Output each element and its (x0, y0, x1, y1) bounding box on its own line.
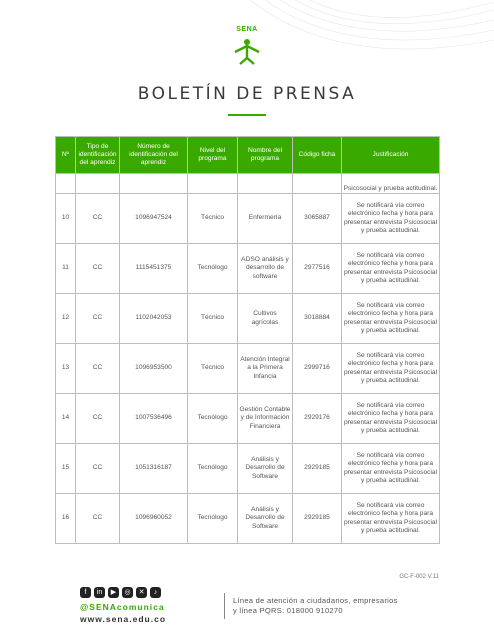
title-underline (228, 114, 266, 116)
program-level: Tecnólogo (188, 394, 238, 444)
id-number: 1102042053 (120, 294, 188, 344)
column-header: Tipo de identificación del aprendiz (76, 137, 120, 174)
justification-cell: Se notificará vía correo electrónico fecha y hora para presentar entrevista Psicosocial y prueba actitudinal. (342, 294, 440, 344)
table-row (56, 444, 440, 494)
row-number: 11 (56, 244, 76, 294)
x-icon[interactable]: ✕ (136, 587, 147, 598)
sena-logo (226, 26, 268, 70)
program-level: Tecnólogo (188, 494, 238, 544)
id-number: 1096953500 (120, 344, 188, 394)
id-type: CC (76, 494, 120, 544)
id-type: CC (76, 194, 120, 244)
row-number: 10 (56, 194, 76, 244)
instagram-icon[interactable]: ◎ (122, 587, 133, 598)
page-title: BOLETÍN DE PRENSA (137, 84, 357, 104)
table-row (56, 194, 440, 244)
id-type: CC (76, 244, 120, 294)
table-row (56, 244, 440, 294)
justification-cell: Se notificará vía correo electrónico fecha y hora para presentar entrevista Psicosocial y prueba actitudinal. (342, 444, 440, 494)
ficha-code: 2929176 (293, 394, 342, 444)
column-header: Nombre del programa (238, 137, 293, 174)
column-header: Nivel del programa (188, 137, 238, 174)
id-type: CC (76, 394, 120, 444)
program-level: Técnico (188, 194, 238, 244)
row-number: 14 (56, 394, 76, 444)
program-level: Tecnólogo (188, 244, 238, 294)
linkedin-icon[interactable]: in (94, 587, 105, 598)
justification-cell: Se notificará vía correo electrónico fecha y hora para presentar entrevista Psicosocial y prueba actitudinal. (342, 494, 440, 544)
tiktok-icon[interactable]: ♪ (150, 587, 161, 598)
ficha-code: 2929185 (293, 444, 342, 494)
ficha-code: 2929185 (293, 494, 342, 544)
program-name: Enfermería (238, 194, 293, 244)
footer-divider (224, 593, 225, 619)
program-name: ADSO análisis y desarrollo de software (238, 244, 293, 294)
ficha-code: 2999716 (293, 344, 342, 394)
table-header-row (56, 137, 440, 174)
id-number: 1007536496 (120, 394, 188, 444)
social-handle[interactable]: @SENAcomunica (80, 602, 165, 612)
row-number: 15 (56, 444, 76, 494)
attention-line-1: Línea de atención a ciudadanos, empresarios (233, 596, 398, 605)
id-number: 1115451375 (120, 244, 188, 294)
logo-text: SENA (236, 26, 258, 33)
program-name: Análisis y Desarrollo de Software (238, 494, 293, 544)
social-icons (80, 587, 161, 598)
column-header: Código ficha (293, 137, 342, 174)
program-name: Gestión Contable y de Información Financiera (238, 394, 293, 444)
ficha-code: 2977516 (293, 244, 342, 294)
column-header: Justificación (342, 137, 440, 174)
row-number: 12 (56, 294, 76, 344)
justification-cell: Se notificará vía correo electrónico fecha y hora para presentar entrevista Psicosocial y prueba actitudinal. (342, 244, 440, 294)
id-number: 1096960052 (120, 494, 188, 544)
attention-line-2: y línea PQRS: 018000 910270 (233, 606, 343, 615)
program-level: Técnico (188, 294, 238, 344)
applicants-table (55, 136, 440, 544)
ficha-code: 3018884 (293, 294, 342, 344)
id-type: CC (76, 294, 120, 344)
facebook-icon[interactable]: f (80, 587, 91, 598)
id-type: CC (76, 344, 120, 394)
table-row (56, 294, 440, 344)
program-level: Tecnólogo (188, 444, 238, 494)
program-name: Atención Integral a la Primera Infancia (238, 344, 293, 394)
document-code: GC-F-002 V.11 (399, 574, 439, 580)
youtube-icon[interactable]: ▶ (108, 587, 119, 598)
id-type: CC (76, 444, 120, 494)
row-number: 13 (56, 344, 76, 394)
program-name: Análisis y Desarrollo de Software (238, 444, 293, 494)
website-link[interactable]: www.sena.edu.co (80, 614, 167, 624)
table-row (56, 494, 440, 544)
id-number: 1096947524 (120, 194, 188, 244)
table-row-carryover (56, 174, 440, 194)
justification-cell: Se notificará vía correo electrónico fecha y hora para presentar entrevista Psicosocial y prueba actitudinal. (342, 194, 440, 244)
program-level: Técnico (188, 344, 238, 394)
table-row (56, 394, 440, 444)
program-name: Cultivos agrícolas (238, 294, 293, 344)
justification-cell: Se notificará vía correo electrónico fecha y hora para presentar entrevista Psicosocial y prueba actitudinal. (342, 394, 440, 444)
id-number: 1051316187 (120, 444, 188, 494)
table-row (56, 344, 440, 394)
row-number: 16 (56, 494, 76, 544)
column-header: Nº (56, 137, 76, 174)
column-header: Número de identificación del aprendiz (120, 137, 188, 174)
justification-cell: Psicosocial y prueba actitudinal. (342, 174, 440, 194)
ficha-code: 3065887 (293, 194, 342, 244)
justification-cell: Se notificará vía correo electrónico fecha y hora para presentar entrevista Psicosocial y prueba actitudinal. (342, 344, 440, 394)
